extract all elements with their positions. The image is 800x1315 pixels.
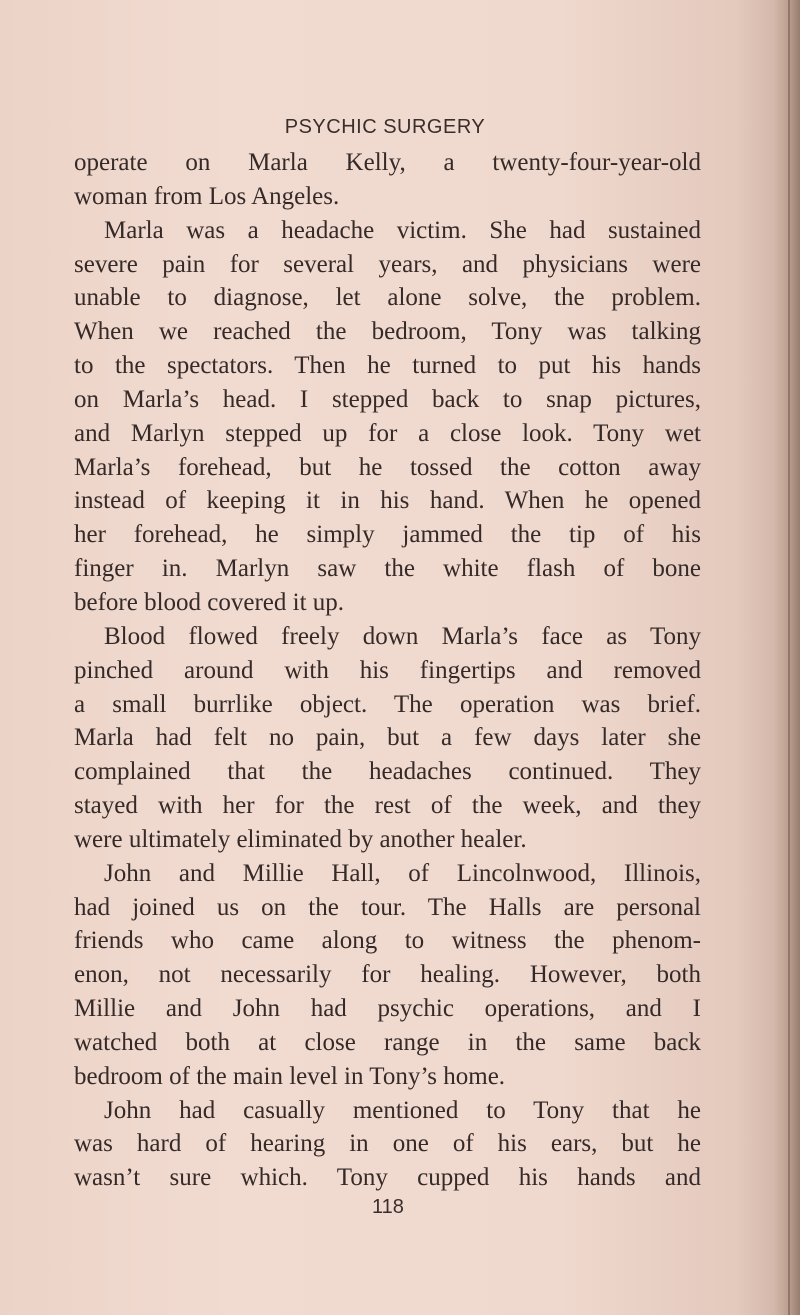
page-edge-shadow bbox=[774, 0, 800, 1315]
page-edge-line bbox=[788, 0, 790, 1315]
text-line: stayed with her for the rest of the week, and they bbox=[74, 792, 701, 820]
text-line: woman from Los Angeles. bbox=[74, 182, 340, 210]
text-line: Blood flowed freely down Marla’s face as Tony bbox=[104, 622, 701, 650]
text-line: Millie and John had psychic operations, and I bbox=[74, 995, 701, 1023]
text-line: Marla had felt no pain, but a few days later she bbox=[74, 724, 701, 752]
text-line: John and Millie Hall, of Lincolnwood, Illinois, bbox=[104, 859, 701, 887]
running-head: PSYCHIC SURGERY bbox=[284, 116, 486, 138]
text-line: and Marlyn stepped up for a close look. Tony wet bbox=[74, 419, 701, 447]
text-line: severe pain for several years, and physicians were bbox=[74, 250, 701, 278]
text-line: to the spectators. Then he turned to put his hands bbox=[74, 352, 701, 380]
text-line: When we reached the bedroom, Tony was talking bbox=[74, 318, 701, 346]
text-line: were ultimately eliminated by another healer. bbox=[74, 825, 527, 853]
text-line: a small burrlike object. The operation was brief. bbox=[74, 690, 701, 718]
text-line: enon, not necessarily for healing. However, both bbox=[74, 961, 701, 989]
text-line: Marla’s forehead, but he tossed the cotton away bbox=[74, 453, 701, 481]
text-line: pinched around with his fingertips and removed bbox=[74, 656, 701, 684]
text-line: operate on Marla Kelly, a twenty-four-year-old bbox=[74, 149, 701, 176]
text-line: before blood covered it up. bbox=[74, 588, 345, 616]
body-text bbox=[74, 146, 701, 1195]
text-line: on Marla’s head. I stepped back to snap pictures, bbox=[74, 385, 701, 413]
text-line: was hard of hearing in one of his ears, but he bbox=[74, 1130, 701, 1158]
text-line: wasn’t sure which. Tony cupped his hands and bbox=[74, 1164, 701, 1192]
text-line: instead of keeping it in his hand. When he opened bbox=[74, 487, 701, 515]
text-line: friends who came along to witness the phenom- bbox=[74, 927, 701, 955]
text-line: her forehead, he simply jammed the tip of his bbox=[74, 521, 701, 549]
page-number: 118 bbox=[372, 1196, 404, 1218]
text-line: John had casually mentioned to Tony that he bbox=[104, 1096, 701, 1124]
text-line: unable to diagnose, let alone solve, the problem. bbox=[74, 284, 701, 312]
text-line: watched both at close range in the same back bbox=[74, 1028, 701, 1056]
text-line: complained that the headaches continued. They bbox=[74, 758, 701, 786]
text-line: Marla was a headache victim. She had sustained bbox=[104, 216, 701, 244]
text-line: bedroom of the main level in Tony’s home. bbox=[74, 1062, 506, 1090]
text-line: finger in. Marlyn saw the white flash of bone bbox=[74, 555, 701, 583]
text-line: had joined us on the tour. The Halls are personal bbox=[74, 893, 701, 921]
